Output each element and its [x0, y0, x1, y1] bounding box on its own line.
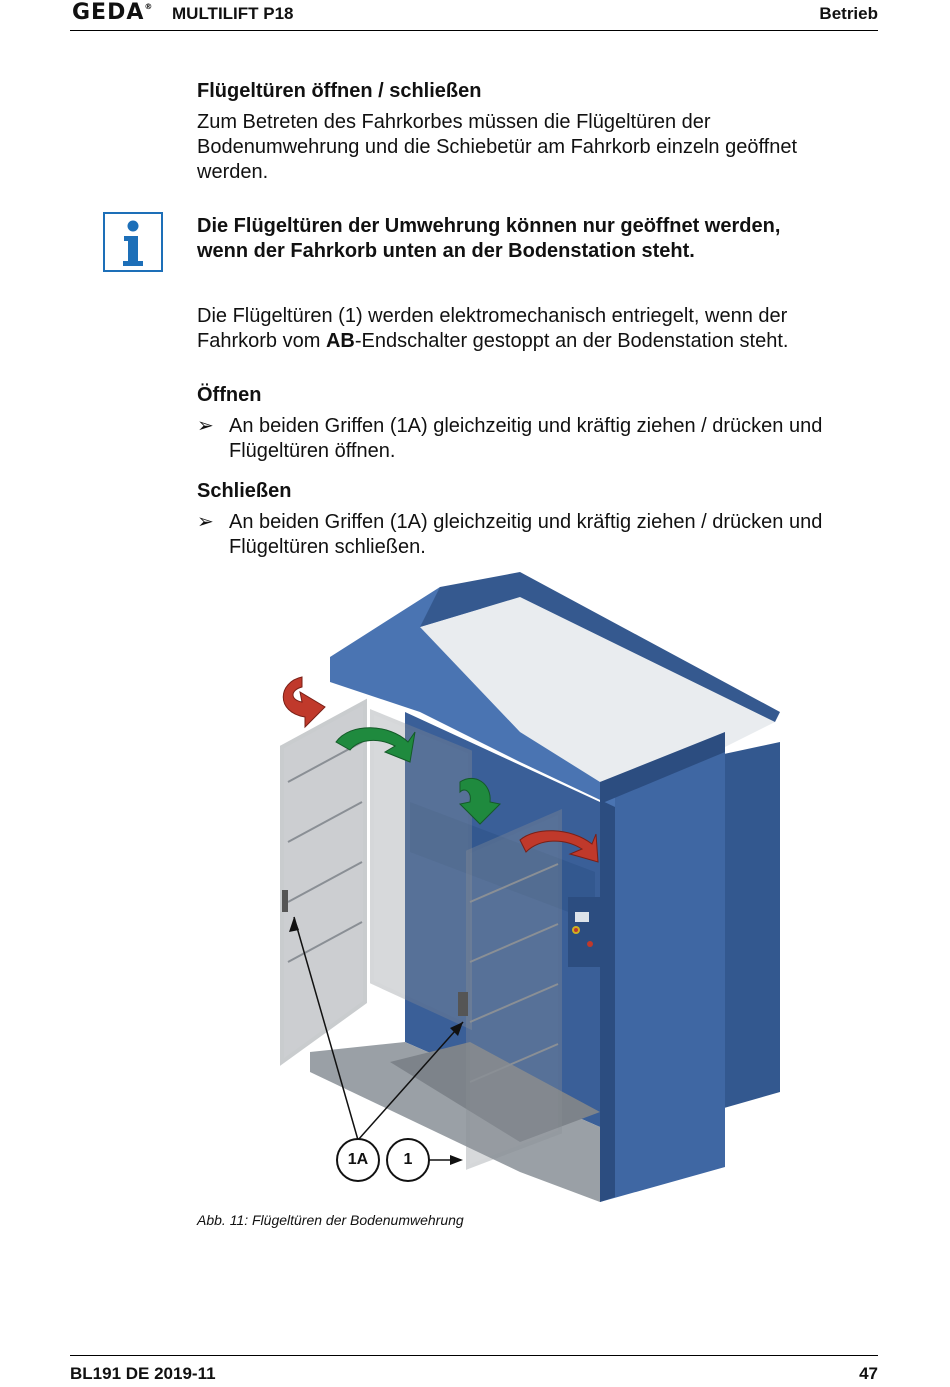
step-line: An beiden Griffen (1A) gleichzeitig und kräftig ziehen / drücken und — [229, 415, 823, 437]
note-line: Die Flügeltüren der Umwehrung können nur geöffnet werden, — [197, 215, 781, 237]
document-id: BL191 DE 2019-11 — [70, 1364, 216, 1383]
door-illustration — [270, 572, 782, 1208]
section-heading: Flügeltüren öffnen / schließen — [197, 80, 482, 102]
bullet-arrow-icon: ➢ — [197, 415, 214, 437]
geda-logo: GEDA® — [72, 0, 154, 25]
paragraph-line: Die Flügeltüren (1) werden elektromechanisch entriegelt, wenn der — [197, 305, 788, 327]
callout-1: 1 — [386, 1138, 430, 1182]
info-icon — [103, 212, 163, 272]
paragraph-line: Fahrkorb vom AB-Endschalter gestoppt an der Bodenstation steht. — [197, 330, 789, 352]
bullet-arrow-icon: ➢ — [197, 511, 214, 533]
step-line: Flügeltüren schließen. — [229, 536, 426, 558]
callout-1a: 1A — [336, 1138, 380, 1182]
close-heading: Schließen — [197, 480, 292, 502]
intro-line: Bodenumwehrung und die Schiebetür am Fahrkorb einzeln geöffnet — [197, 136, 798, 158]
figure-caption: Abb. 11: Flügeltüren der Bodenumwehrung — [197, 1212, 464, 1228]
note-line: wenn der Fahrkorb unten an der Bodenstation steht. — [197, 240, 695, 262]
section-title: Betrieb — [819, 4, 878, 23]
step-line: An beiden Griffen (1A) gleichzeitig und kräftig ziehen / drücken und — [229, 511, 823, 533]
intro-line: werden. — [197, 161, 269, 183]
page-footer — [70, 1355, 878, 1383]
unlock-paragraph — [197, 304, 877, 354]
product-name: MULTILIFT P18 — [172, 4, 294, 23]
info-note — [197, 214, 877, 264]
intro-line: Zum Betreten des Fahrkorbes müssen die Flügeltüren der — [197, 111, 711, 133]
page-header — [70, 0, 878, 31]
intro-paragraph — [197, 110, 877, 185]
limit-switch-label: AB — [325, 330, 355, 352]
page-number: 47 — [859, 1364, 878, 1383]
open-heading: Öffnen — [197, 384, 262, 406]
step-line: Flügeltüren öffnen. — [229, 440, 396, 462]
